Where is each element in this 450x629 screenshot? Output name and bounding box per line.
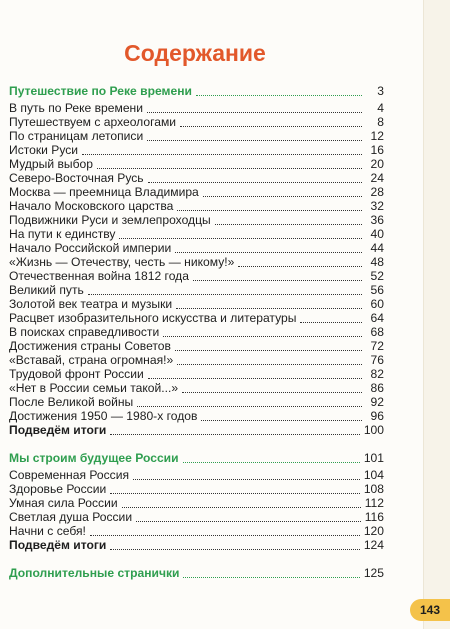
toc-entry[interactable] xyxy=(9,241,384,255)
toc-entry-title: Начало Российской империи xyxy=(9,241,172,255)
toc-entry-page: 16 xyxy=(370,143,384,157)
page-title: Содержание xyxy=(124,40,266,66)
toc-entry-title: Путешествуем с археологами xyxy=(9,115,177,129)
toc-entry-page: 40 xyxy=(370,227,384,241)
toc-entry-page: 3 xyxy=(377,84,384,98)
toc-entry-page: 52 xyxy=(370,269,384,283)
toc-entry-page: 64 xyxy=(370,311,384,325)
toc-entry[interactable] xyxy=(9,283,384,297)
dot-leader xyxy=(137,406,362,407)
toc-entry[interactable] xyxy=(9,269,384,283)
toc-entry-page: 82 xyxy=(370,367,384,381)
toc-entry-page: 101 xyxy=(363,451,384,465)
dot-leader xyxy=(215,224,362,225)
toc-entry[interactable] xyxy=(9,367,384,381)
dot-leader xyxy=(193,280,362,281)
toc-entry-page: 96 xyxy=(370,409,384,423)
toc-entry-page: 36 xyxy=(370,213,384,227)
toc-entry-page: 60 xyxy=(370,297,384,311)
toc-entry-title: Дополнительные странички xyxy=(9,566,180,580)
toc-entry-page: 32 xyxy=(370,199,384,213)
toc-entry-title: Истоки Руси xyxy=(9,143,79,157)
toc-summary-entry[interactable] xyxy=(9,538,384,552)
toc-entry[interactable] xyxy=(9,482,384,496)
toc-entry-page: 44 xyxy=(370,241,384,255)
toc-entry-page: 86 xyxy=(370,381,384,395)
toc-entry-page: 104 xyxy=(363,468,384,482)
toc-entry-title: Великий путь xyxy=(9,283,84,297)
toc-entry[interactable] xyxy=(9,496,384,510)
dot-leader xyxy=(177,210,362,211)
dot-leader xyxy=(133,479,360,480)
toc-entry-title: «Нет в России семьи такой...» xyxy=(9,381,179,395)
toc-entry-title: Современная Россия xyxy=(9,468,130,482)
toc-entry-page: 112 xyxy=(364,496,384,510)
toc-entry-title: Путешествие по Реке времени xyxy=(9,84,192,98)
toc-entry-page: 28 xyxy=(370,185,384,199)
toc-entry-title: После Великой войны xyxy=(9,395,134,409)
dot-leader xyxy=(183,462,360,463)
dot-leader xyxy=(148,182,362,183)
toc-entry[interactable] xyxy=(9,213,384,227)
toc-entry-title: Мы строим будущее России xyxy=(9,451,179,465)
toc-entry-page: 116 xyxy=(364,510,384,524)
dot-leader xyxy=(183,577,359,578)
toc-entry[interactable] xyxy=(9,157,384,171)
toc-entry-title: Достижения страны Советов xyxy=(9,339,171,353)
toc-entry[interactable] xyxy=(9,510,384,524)
toc-entry-page: 68 xyxy=(370,325,384,339)
dot-leader xyxy=(88,294,362,295)
dot-leader xyxy=(203,196,362,197)
toc-entry[interactable] xyxy=(9,339,384,353)
toc-entry[interactable] xyxy=(9,115,384,129)
toc-entry[interactable] xyxy=(9,199,384,213)
dot-leader xyxy=(136,521,361,522)
toc-entry-title: Трудовой фронт России xyxy=(9,367,144,381)
section-spacer xyxy=(9,437,384,447)
toc-entry-page: 24 xyxy=(370,171,384,185)
page-number: 143 xyxy=(419,603,441,617)
toc-entry-title: Начни с себя! xyxy=(9,524,86,538)
toc-entry-page: 56 xyxy=(370,283,384,297)
toc-entry-title: Мудрый выбор xyxy=(9,157,93,171)
toc-entry-title: Северо-Восточная Русь xyxy=(9,171,144,185)
toc-entry-title: Отечественная война 1812 года xyxy=(9,269,189,283)
toc-entry[interactable] xyxy=(9,185,384,199)
dot-leader xyxy=(182,392,362,393)
toc-entry[interactable] xyxy=(9,311,384,325)
dot-leader xyxy=(300,322,362,323)
toc-entry[interactable] xyxy=(9,325,384,339)
dot-leader xyxy=(110,493,360,494)
toc-entry[interactable] xyxy=(9,171,384,185)
dot-leader xyxy=(175,252,362,253)
table-of-contents xyxy=(9,80,384,583)
toc-entry-title: Светлая душа России xyxy=(9,510,133,524)
toc-entry-title: Достижения 1950 — 1980-х годов xyxy=(9,409,198,423)
toc-entry[interactable] xyxy=(9,143,384,157)
dot-leader xyxy=(175,350,362,351)
toc-section-heading[interactable] xyxy=(9,80,384,98)
toc-entry-title: На пути к единству xyxy=(9,227,116,241)
toc-entry-title: Начало Московского царства xyxy=(9,199,174,213)
toc-entry-title: Здоровье России xyxy=(9,482,107,496)
toc-entry-title: По страницам летописи xyxy=(9,129,144,143)
dot-leader xyxy=(180,126,362,127)
dot-leader xyxy=(201,420,362,421)
toc-entry-page: 120 xyxy=(363,524,384,538)
toc-entry-page: 125 xyxy=(363,566,384,580)
dot-leader xyxy=(110,434,359,435)
toc-entry-page: 100 xyxy=(363,423,384,437)
dot-leader xyxy=(82,154,362,155)
toc-entry-title: Расцвет изобразительного искусства и литературы xyxy=(9,311,297,325)
dot-leader xyxy=(119,238,362,239)
toc-entry-page: 108 xyxy=(363,482,384,496)
page-edge-strip xyxy=(423,0,450,629)
toc-entry[interactable] xyxy=(9,353,384,367)
toc-entry-title: Москва — преемница Владимира xyxy=(9,185,199,199)
toc-entry[interactable] xyxy=(9,468,384,482)
dot-leader xyxy=(148,378,362,379)
toc-entry[interactable] xyxy=(9,409,384,423)
dot-leader xyxy=(90,535,360,536)
toc-entry-page: 8 xyxy=(377,115,384,129)
toc-entry-title: Умная сила России xyxy=(9,496,118,510)
toc-entry[interactable] xyxy=(9,101,384,115)
toc-entry-page: 124 xyxy=(363,538,384,552)
toc-entry[interactable] xyxy=(9,395,384,409)
toc-entry-page: 4 xyxy=(377,101,384,115)
dot-leader xyxy=(147,140,362,141)
dot-leader xyxy=(122,507,361,508)
toc-entry[interactable] xyxy=(9,297,384,311)
toc-entry[interactable] xyxy=(9,129,384,143)
toc-entry-title: «Вставай, страна огромная!» xyxy=(9,353,174,367)
section-spacer xyxy=(9,552,384,562)
toc-entry-title: Подвижники Руси и землепроходцы xyxy=(9,213,211,227)
toc-entry[interactable] xyxy=(9,255,384,269)
toc-entry-title: Золотой век театра и музыки xyxy=(9,297,173,311)
dot-leader xyxy=(97,168,362,169)
toc-section-heading[interactable] xyxy=(9,562,384,580)
toc-entry-title: Подведём итоги xyxy=(9,423,107,437)
toc-entry-page: 12 xyxy=(370,129,384,143)
dot-leader xyxy=(110,549,359,550)
dot-leader xyxy=(196,95,362,96)
toc-entry-title: В поисках справедливости xyxy=(9,325,160,339)
toc-entry-title: В путь по Реке времени xyxy=(9,101,143,115)
toc-entry-title: «Жизнь — Отечеству, честь — никому!» xyxy=(9,255,235,269)
toc-section-heading[interactable] xyxy=(9,447,384,465)
toc-entry[interactable] xyxy=(9,227,384,241)
toc-entry-page: 48 xyxy=(370,255,384,269)
dot-leader xyxy=(238,266,362,267)
toc-entry-title: Подведём итоги xyxy=(9,538,107,552)
toc-entry-page: 76 xyxy=(370,353,384,367)
page-number-tab xyxy=(410,599,450,621)
toc-entry[interactable] xyxy=(9,524,384,538)
dot-leader xyxy=(163,336,362,337)
toc-summary-entry[interactable] xyxy=(9,423,384,437)
dot-leader xyxy=(147,112,362,113)
toc-entry-page: 72 xyxy=(370,339,384,353)
dot-leader xyxy=(176,308,362,309)
dot-leader xyxy=(177,364,362,365)
toc-entry[interactable] xyxy=(9,381,384,395)
toc-entry-page: 20 xyxy=(370,157,384,171)
toc-entry-page: 92 xyxy=(370,395,384,409)
